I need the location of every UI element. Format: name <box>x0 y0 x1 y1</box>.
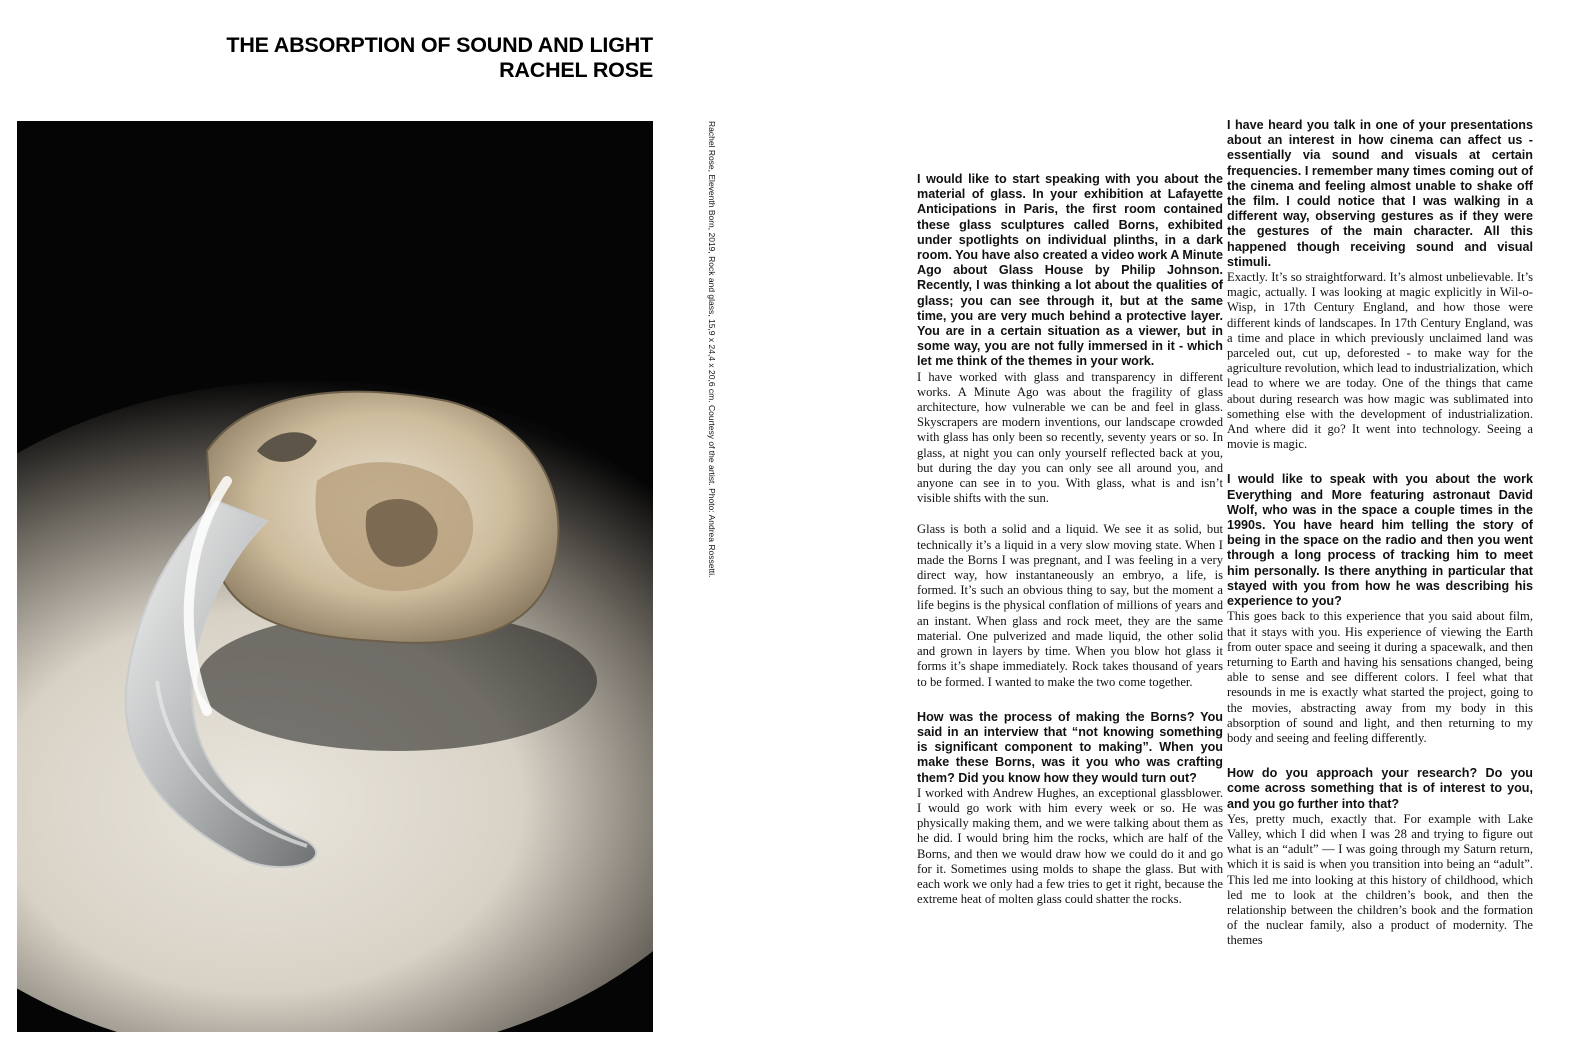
answer-1: I have worked with glass and transparency in different works. A Minute Ago was about the fragility of glass architecture, how vulnerable we can be and feel in glass. Skyscrapers are modern inventions, our landscape crowded with glass has only been so recently, seventy years or so. In glass, at night you can only yourself reflected back at you, but during the day you can only see all around you, and anyone can see in to you. With glass, what is and isn’t visible shifts with the sun. <box>917 369 1223 506</box>
answer-3: Exactly. It’s so straightforward. It’s almost unbelievable. It’s magic, actually. I was looking at magic explicitly in Wil-o-Wisp, in 17th Century England, and how those were different kinds of landscapes. In 17th Century England, was a time and place in which previously unclaimed land was parceled out, cut up, deforested - to make way for the agriculture revolution, which lead to industrialization, which lead to where we are today. One of the things that came about during research was how magic was sublimated into something else with the development of industrialization. And where did it go? It went into technology. Seeing a movie is magic. <box>1227 270 1533 452</box>
question-5: How do you approach your research? Do you come across something that is of interest to you, and you go further into that? <box>1227 766 1533 811</box>
question-4: I would like to speak with you about the work Everything and More featuring astronaut David Wolf, who was in the space a couple times in the 1990s. You have heard him telling the story of being in the space on the radio and then you went through a long process of tracking him to meet him personally. Is there anything in particular that stayed with you from how he was describing his experience to you? <box>1227 472 1533 609</box>
sculpture-illustration <box>17 121 653 1032</box>
sculpture-photo <box>17 121 653 1032</box>
question-3: I have heard you talk in one of your presentations about an interest in how cinema can affect us - essentially via sound and visuals at certain frequencies. I remember many times coming out of the cinema and feeling almost unable to shake off the film. I could notice that I was walking in a different way, observing gestures as if they were the gestures of the main character. All this happened though receiving sound and visual stimuli. <box>1227 118 1533 269</box>
title-line-1: THE ABSORPTION OF SOUND AND LIGHT <box>226 33 653 57</box>
question-2: How was the process of making the Borns? You said in an interview that “not knowing something is significant component to making”. When you make these Borns, was it you who was crafting them? Did you know how they would turn out? <box>917 709 1223 785</box>
question-1: I would like to start speaking with you about the material of glass. In your exhibition at Lafayette Anticipations in Paris, the first room contained these glass sculptures called Borns, exhibited under spotlights on individual plinths, in a dark room. You have also created a video work A Minute Ago about Glass House by Philip Johnson. Recently, I was thinking a lot about the qualities of glass; you can see through it, but at the same time, you are very much behind a protective layer. You are in a certain situation as a viewer, but in some way, you are not fully immersed in it - which let me think of the themes in your work. <box>917 172 1223 369</box>
article-title <box>226 33 653 83</box>
answer-4: This goes back to this experience that you said about film, that it stays with you. His experience of viewing the Earth from outer space and seeing it during a spacewalk, and then returning to Earth and having his sensations changed, being able to sense and see different colors. I feel what that resounds in me is exactly what started the project, going to the movies, abstracting away from my body in this absorption of sound and light, and then returning to my body and seeing and feeling differently. <box>1227 609 1533 745</box>
text-column-right <box>1227 118 1533 949</box>
figure-caption: Rachel Rose, Eleventh Born, 2019, Rock and glass, 15,9 x 24,4 x 20,6 cm. Courtesy of the artist. Photo: Andrea Rossetti. <box>707 121 717 578</box>
answer-1-continued: Glass is both a solid and a liquid. We see it as solid, but technically it’s a liquid in a very slow moving state. When I made the Borns I was pregnant, and I was feeling in a very direct way, how instantaneously an embryo, a life, is formed. It’s such an obvious thing to say, but the moment a life begins is the physical conflation of millions of years and an instant. When glass and rock meet, they are the same material. One pulverized and made liquid, the other solid and grown in layers by time. When you blow hot glass it forms it’s shape immediately. Rock takes thousand of years to be formed. I wanted to make the two come together. <box>917 522 1223 689</box>
answer-2: I worked with Andrew Hughes, an exceptional glassblower. I would go work with him every week or so. He was physically making them, and we were talking about them as he did. I would bring him the rocks, which are half of the Borns, and then we would draw how we could do it and go for it. Sometimes using molds to shape the glass. But with each work we only had a few tries to get it right, because the extreme heat of molten glass could shatter the rocks. <box>917 785 1223 907</box>
text-column-left <box>917 172 1223 907</box>
answer-5: Yes, pretty much, exactly that. For example with Lake Valley, which I did when I was 28 and trying to figure out what is an “adult” — I was going through my Saturn return, which it is said is when you transition into being an “adult”. This led me into looking at this history of childhood, which led me to look at the children’s book, and then the relationship between the children’s book and the formation of the nuclear family, also a product of modernity. The themes <box>1227 811 1533 948</box>
title-line-2: RACHEL ROSE <box>499 58 653 82</box>
